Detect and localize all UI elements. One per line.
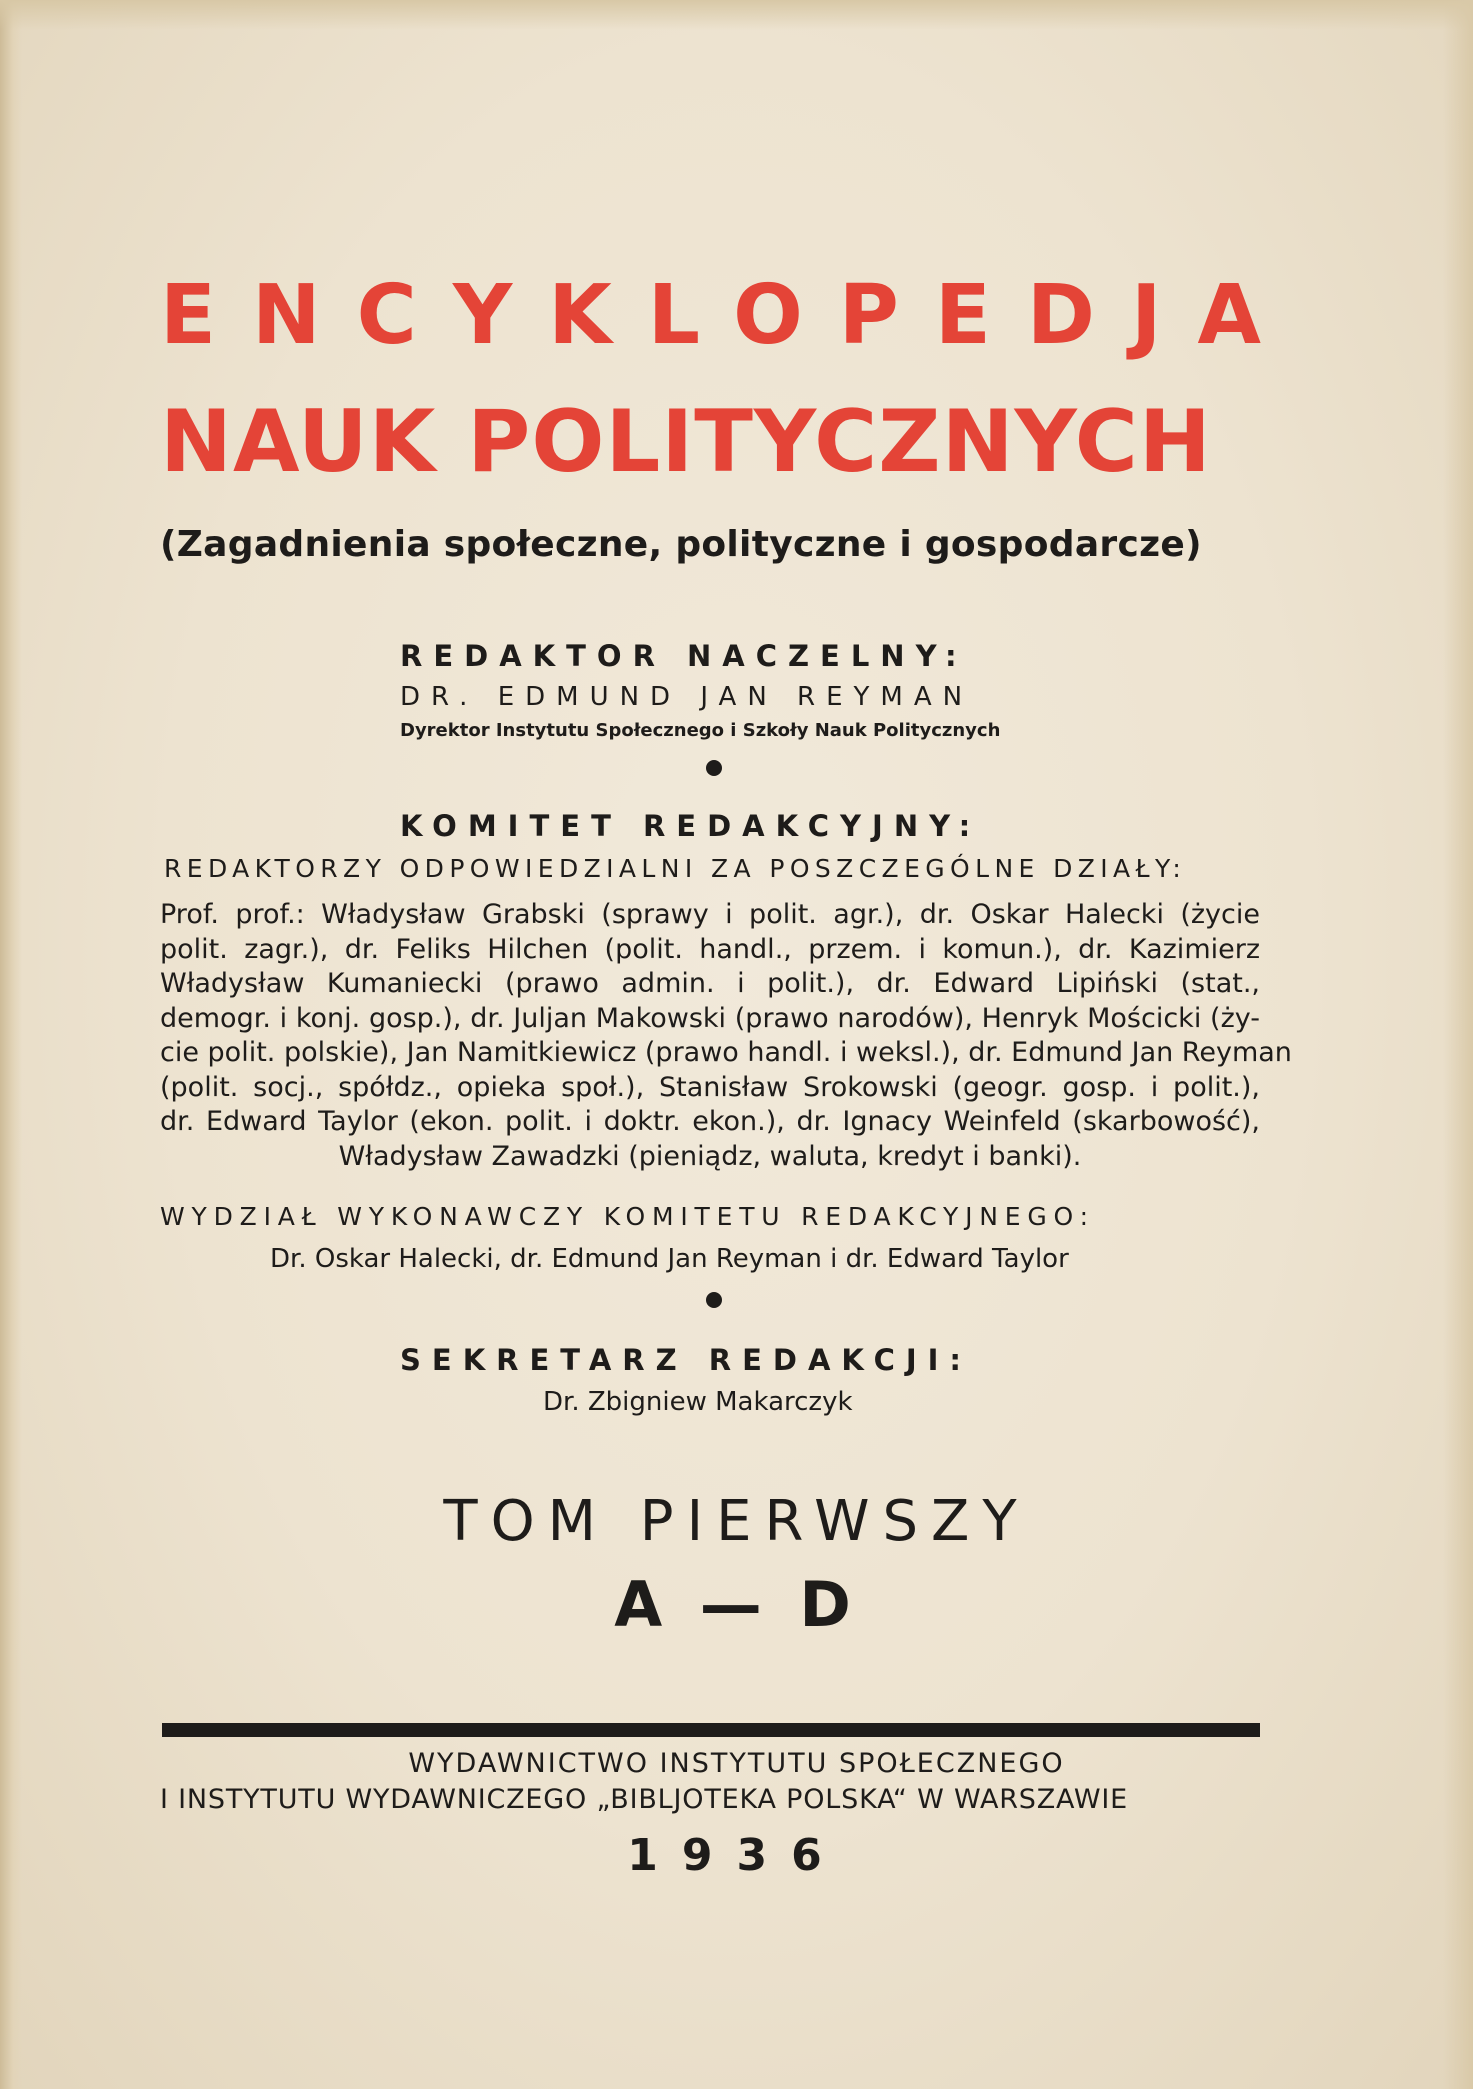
committee-members	[160, 898, 1292, 1174]
committee-line: demogr. i konj. gosp.), dr. Juljan Makowski (prawo narodów), Henryk Mościcki (ży-	[160, 1002, 1260, 1034]
executive-heading: WYDZIAŁ WYKONAWCZY KOMITETU REDAKCYJNEGO:	[160, 1202, 1095, 1231]
committee-line: Władysław Zawadzki (pieniądz, waluta, kredyt i banki).	[338, 1140, 1082, 1172]
title-line-2: NAUK POLITYCZNYCH	[160, 392, 1212, 492]
volume-range: A — D	[614, 1568, 859, 1641]
editor-heading: REDAKTOR NACZELNY:	[400, 639, 968, 673]
volume-label: TOM PIERWSZY	[443, 1489, 1030, 1554]
editor-name: DR. EDMUND JAN REYMAN	[400, 682, 974, 712]
horizontal-rule	[162, 1723, 1260, 1737]
separator-dot-1	[706, 760, 722, 776]
publisher-line-1: WYDAWNICTWO INSTYTUTU SPOŁECZNEGO	[408, 1748, 1065, 1779]
editor-role: Dyrektor Instytutu Społecznego i Szkoły Nauk Politycznych	[400, 720, 1001, 741]
committee-line: polit. zagr.), dr. Feliks Hilchen (polit. handl., przem. i komun.), dr. Kazimierz	[160, 933, 1260, 965]
committee-line: Prof. prof.: Władysław Grabski (sprawy i polit. agr.), dr. Oskar Halecki (życie	[160, 899, 1260, 930]
subtitle: (Zagadnienia społeczne, polityczne i gospodarcze)	[160, 524, 1202, 565]
committee-line: (polit. socj., spółdz., opieka społ.), Stanisław Srokowski (geogr. gosp. i polit.),	[160, 1071, 1260, 1103]
committee-line: Władysław Kumaniecki (prawo admin. i polit.), dr. Edward Lipiński (stat.,	[160, 968, 1260, 999]
secretary-heading: SEKRETARZ REDAKCJI:	[400, 1343, 973, 1377]
committee-subheading: REDAKTORZY ODPOWIEDZIALNI ZA POSZCZEGÓLNE DZIAŁY:	[164, 854, 1187, 883]
committee-line: dr. Edward Taylor (ekon. polit. i doktr. ekon.), dr. Ignacy Weinfeld (skarbowość),	[160, 1106, 1260, 1137]
page-edge-top	[0, 0, 1473, 30]
publisher-line-2: I INSTYTUTU WYDAWNICZEGO „BIBLJOTEKA POLSKA“ W WARSZAWIE	[160, 1784, 1128, 1815]
executive-names: Dr. Oskar Halecki, dr. Edmund Jan Reyman i dr. Edward Taylor	[270, 1244, 1069, 1274]
committee-heading: KOMITET REDAKCYJNY:	[400, 809, 982, 843]
publication-year: 1936	[627, 1830, 846, 1881]
title-line-1: ENCYKLOPEDJA	[160, 268, 1297, 363]
separator-dot-2	[706, 1292, 722, 1308]
secretary-name: Dr. Zbigniew Makarczyk	[543, 1387, 853, 1417]
committee-line: cie polit. polskie), Jan Namitkiewicz (prawo handl. i weksl.), dr. Edmund Jan Reyman	[160, 1037, 1292, 1068]
